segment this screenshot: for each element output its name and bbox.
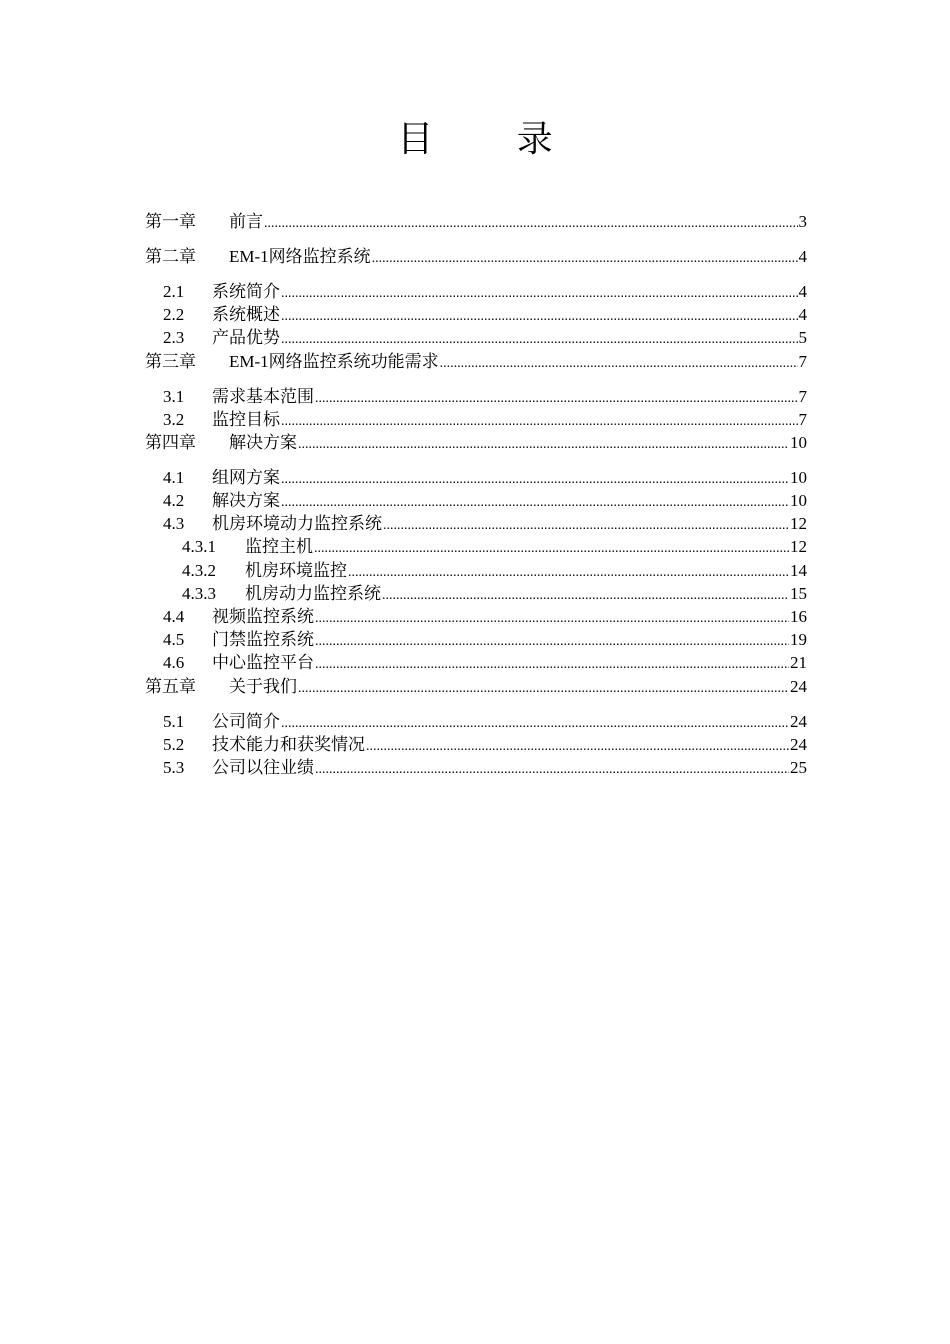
toc-entry-title: 公司简介 <box>212 711 280 731</box>
toc-entry-number: 4.2 <box>163 491 185 511</box>
toc-entry-number: 第五章 <box>145 676 196 696</box>
dot-leader <box>382 584 789 607</box>
toc-entry[interactable] <box>145 710 807 733</box>
dot-leader <box>281 712 789 735</box>
toc-entry-page: 19 <box>790 630 807 650</box>
toc-entry[interactable] <box>145 466 807 489</box>
toc-entry[interactable] <box>145 559 807 582</box>
toc-entry-number: 4.4 <box>163 607 185 626</box>
toc-entry-page: 12 <box>790 514 807 534</box>
toc-entry[interactable] <box>145 303 807 326</box>
toc-entry-page: 10 <box>790 491 807 511</box>
dot-leader <box>281 328 798 351</box>
toc-entry[interactable] <box>145 385 807 408</box>
toc-entry-number: 第二章 <box>145 246 196 266</box>
toc-entry[interactable] <box>145 675 807 698</box>
toc-entry[interactable] <box>145 628 807 651</box>
toc-entry-title: 监控主机 <box>245 537 313 557</box>
toc-entry-number: 4.3.2 <box>182 560 216 580</box>
dot-leader <box>264 212 798 235</box>
toc-entry-page: 10 <box>790 467 807 487</box>
toc-entry[interactable] <box>145 431 807 454</box>
dot-leader <box>315 387 798 410</box>
toc-entry[interactable] <box>145 489 807 512</box>
dot-leader <box>281 491 789 514</box>
dot-leader <box>315 630 789 653</box>
toc-entry-page: 7 <box>798 409 807 429</box>
toc-entry-page: 4 <box>798 281 807 301</box>
dot-leader <box>298 433 789 456</box>
toc-entry-page: 7 <box>798 351 807 371</box>
toc-entry-title: 视频监控系统 <box>212 607 314 626</box>
dot-leader <box>383 514 789 537</box>
toc-entry-page: 3 <box>798 212 807 231</box>
dot-leader <box>315 607 789 630</box>
toc-entry-title: 监控目标 <box>212 409 280 429</box>
toc-entry-title: 组网方案 <box>212 467 280 487</box>
toc-entry-page: 4 <box>798 305 807 325</box>
toc-entry[interactable] <box>145 210 807 233</box>
toc-entry-page: 24 <box>790 734 807 754</box>
toc-entry-number: 4.3 <box>163 514 185 534</box>
toc-entry-page: 25 <box>790 757 807 777</box>
toc-entry-title: 解决方案 <box>212 491 280 511</box>
toc-entry[interactable] <box>145 535 807 558</box>
toc-entry[interactable] <box>145 582 807 605</box>
toc-entry-title: 机房环境监控 <box>245 560 347 580</box>
toc-entry-number: 4.3.1 <box>182 537 216 557</box>
toc-entry-title: EM-1网络监控系统 <box>229 246 371 266</box>
toc-entry-number: 第三章 <box>145 351 196 371</box>
toc-title: 目 录 <box>397 119 589 160</box>
dot-leader <box>281 468 789 491</box>
toc-entry-page: 5 <box>798 328 807 348</box>
toc-entry-title: 产品优势 <box>212 328 280 348</box>
toc-entry-number: 5.2 <box>163 734 185 754</box>
dot-leader <box>315 758 789 781</box>
toc-entry-title: 关于我们 <box>229 676 297 696</box>
toc-entry[interactable] <box>145 512 807 535</box>
dot-leader <box>298 677 789 700</box>
toc-entry-page: 24 <box>790 676 807 696</box>
toc-entry[interactable] <box>145 408 807 431</box>
toc-entry-title: 需求基本范围 <box>212 386 314 406</box>
toc-entry-page: 16 <box>790 607 807 626</box>
toc-entry-page: 24 <box>790 711 807 731</box>
toc-entry[interactable] <box>145 280 807 303</box>
toc-entry-title: 中心监控平台 <box>212 653 314 673</box>
dot-leader <box>366 735 789 758</box>
toc-entry-title: 技术能力和获奖情况 <box>212 734 365 754</box>
toc-entry-number: 第四章 <box>145 432 196 452</box>
toc-entry-number: 第一章 <box>145 212 196 231</box>
toc-entry[interactable] <box>145 733 807 756</box>
toc-entry-page: 7 <box>798 386 807 406</box>
toc-entry[interactable] <box>145 245 807 268</box>
toc-entry-number: 4.5 <box>163 630 185 650</box>
toc-entry-number: 5.1 <box>163 711 185 731</box>
toc-entry-title: 机房环境动力监控系统 <box>212 514 382 534</box>
toc-entry[interactable] <box>145 605 807 628</box>
toc-entry-number: 5.3 <box>163 757 185 777</box>
toc-list <box>145 210 807 779</box>
toc-entry[interactable] <box>145 350 807 373</box>
toc-entry-title: EM-1网络监控系统功能需求 <box>229 351 439 371</box>
toc-entry-number: 2.1 <box>163 281 185 301</box>
toc-entry-page: 12 <box>790 537 807 557</box>
toc-entry-title: 机房动力监控系统 <box>245 583 381 603</box>
toc-entry-title: 前言 <box>229 212 263 231</box>
dot-leader <box>440 352 798 375</box>
toc-entry-number: 3.2 <box>163 409 185 429</box>
toc-entry-number: 3.1 <box>163 386 185 406</box>
dot-leader <box>281 305 798 328</box>
toc-entry-number: 2.3 <box>163 328 185 348</box>
toc-entry-title: 门禁监控系统 <box>212 630 314 650</box>
toc-entry[interactable] <box>145 756 807 779</box>
toc-entry-title: 系统概述 <box>212 305 280 325</box>
dot-leader <box>372 247 798 270</box>
toc-entry-page: 14 <box>790 560 807 580</box>
toc-entry[interactable] <box>145 651 807 674</box>
toc-entry-page: 15 <box>790 583 807 603</box>
toc-entry-number: 4.3.3 <box>182 583 216 603</box>
toc-entry-number: 2.2 <box>163 305 185 325</box>
toc-entry-number: 4.1 <box>163 467 185 487</box>
dot-leader <box>281 282 798 305</box>
toc-entry-number: 4.6 <box>163 653 185 673</box>
toc-entry[interactable] <box>145 326 807 349</box>
dot-leader <box>314 537 789 560</box>
toc-entry-page: 10 <box>790 432 807 452</box>
dot-leader <box>281 410 798 433</box>
toc-entry-title: 解决方案 <box>229 432 297 452</box>
dot-leader <box>315 653 789 676</box>
toc-entry-title: 公司以往业绩 <box>212 757 314 777</box>
toc-entry-title: 系统简介 <box>212 281 280 301</box>
toc-entry-page: 21 <box>790 653 807 673</box>
toc-entry-page: 4 <box>798 246 807 266</box>
dot-leader <box>348 561 789 584</box>
